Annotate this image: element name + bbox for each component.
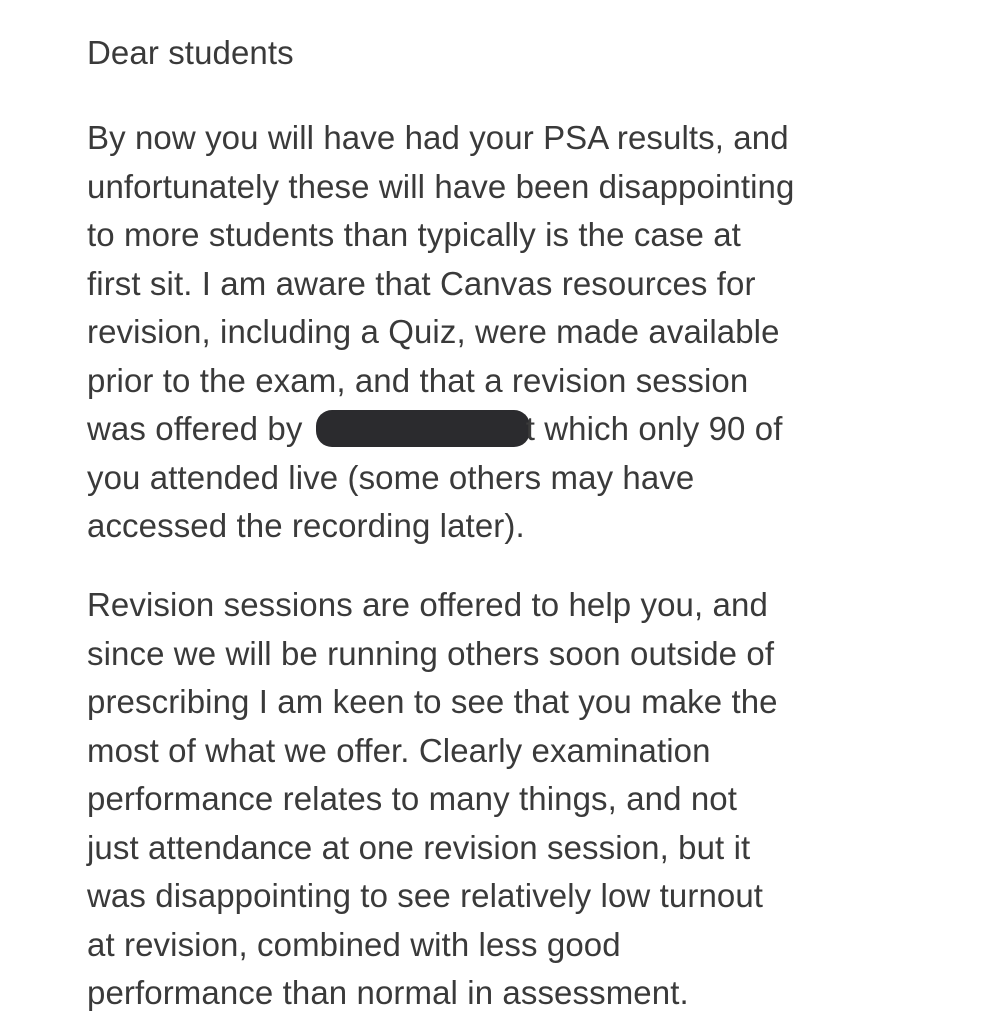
paragraph-1-line: unfortunately these will have been disappointing [87,167,795,205]
paragraph-2-line: was disappointing to see relatively low turnout [87,877,764,914]
paragraph-2-line: at revision, combined with less good [87,925,621,963]
greeting [87,29,967,78]
paragraph-1-line: you attended live (some others may have [87,458,695,496]
paragraph-1-line: revision, including a Quiz, were made available [87,313,780,350]
paragraph-2 [87,581,967,1018]
paragraph-1-line: to more students than typically is the case at [87,216,741,253]
paragraph-1 [87,114,967,551]
paragraph-2-line: since we will be running others soon outside of [87,634,775,672]
greeting-text: Dear students [87,34,294,71]
paragraph-1-line: By now you will have had your PSA results, and [87,119,789,156]
paragraph-1-line: first sit. I am aware that Canvas resources for [87,264,756,302]
paragraph-1-line: accessed the recording later). [87,507,525,544]
redacted-line-after: t which only 90 of [525,410,783,447]
redacted-line-before: was offered by [87,410,303,447]
paragraph-2-line: Revision sessions are offered to help you, and [87,586,768,623]
paragraph-2-line: prescribing I am keen to see that you make the [87,683,778,720]
redaction-bar [316,410,530,447]
paragraph-2-line: performance than normal in assessment. [87,974,689,1011]
paragraph-2-line: performance relates to many things, and not [87,780,737,817]
paragraph-1-line: prior to the exam, and that a revision session [87,361,749,399]
paragraph-2-line: most of what we offer. Clearly examination [87,731,711,769]
redacted-line [87,405,967,454]
paragraph-2-line: just attendance at one revision session, but it [87,828,751,866]
